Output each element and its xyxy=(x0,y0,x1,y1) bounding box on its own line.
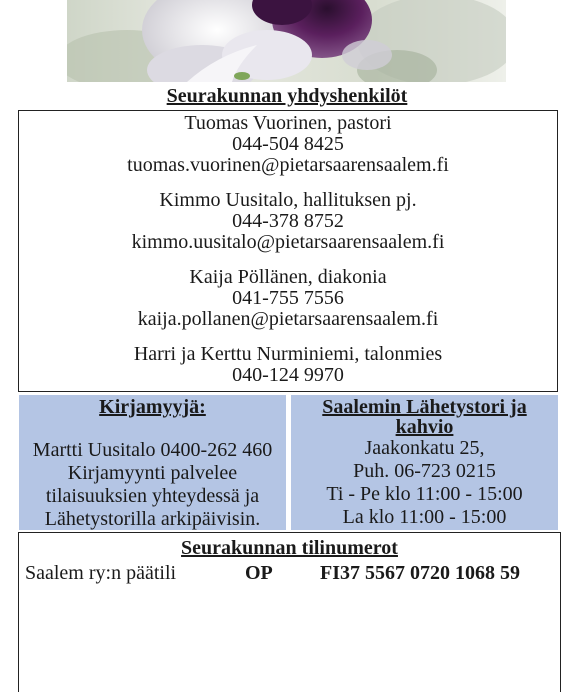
bookseller-line: tilaisuuksien yhteydessä ja xyxy=(45,485,260,507)
bookseller-box xyxy=(19,395,286,530)
bookseller-line: Lähetystorilla arkipäivisin. xyxy=(44,508,261,530)
contact-name: Kaija Pöllänen, diakonia xyxy=(189,266,387,288)
contact-name: Tuomas Vuorinen, pastori xyxy=(184,112,392,134)
shop-line: La klo 11:00 - 15:00 xyxy=(342,506,507,528)
accounts-title: Seurakunnan tilinumerot xyxy=(181,537,398,559)
contact-email[interactable]: kaija.pollanen@pietarsaarensaalem.fi xyxy=(137,308,439,330)
shop-line: Ti - Pe klo 11:00 - 15:00 xyxy=(326,483,523,505)
shop-line: Jaakonkatu 25, xyxy=(364,437,485,459)
contact-name: Kimmo Uusitalo, hallituksen pj. xyxy=(159,189,417,211)
bookseller-line: Kirjamyynti palvelee xyxy=(67,462,238,484)
contact-person xyxy=(19,190,557,253)
contact-phone: 044-504 8425 xyxy=(232,133,344,155)
shop-line: Puh. 06-723 0215 xyxy=(353,460,496,482)
bookseller-line: Martti Uusitalo 0400-262 460 xyxy=(32,439,273,461)
account-iban: FI37 5567 0720 1068 59 xyxy=(320,562,520,584)
contact-phone: 041-755 7556 xyxy=(232,287,344,309)
contact-phone: 044-378 8752 xyxy=(232,210,344,232)
contact-person xyxy=(19,113,557,176)
contact-email[interactable]: tuomas.vuorinen@pietarsaarensaalem.fi xyxy=(127,154,449,176)
contact-email[interactable]: kimmo.uusitalo@pietarsaarensaalem.fi xyxy=(131,231,445,253)
contacts-title: Seurakunnan yhdyshenkilöt xyxy=(166,85,408,107)
shop-box xyxy=(291,395,558,530)
contact-person xyxy=(19,267,557,330)
accounts-box xyxy=(18,532,561,692)
contact-person xyxy=(19,344,557,386)
account-label: Saalem ry:n päätili xyxy=(25,562,177,584)
shop-title: Saalemin Lähetystori ja xyxy=(322,396,527,418)
account-bank: OP xyxy=(245,562,273,584)
contacts-box xyxy=(18,110,558,392)
pansy-photo xyxy=(67,0,506,82)
shop-title-line2: kahvio xyxy=(395,416,454,438)
contact-phone: 040-124 9970 xyxy=(232,364,344,386)
bookseller-title: Kirjamyyjä: xyxy=(99,396,206,418)
contact-name: Harri ja Kerttu Nurminiemi, talonmies xyxy=(133,343,443,365)
